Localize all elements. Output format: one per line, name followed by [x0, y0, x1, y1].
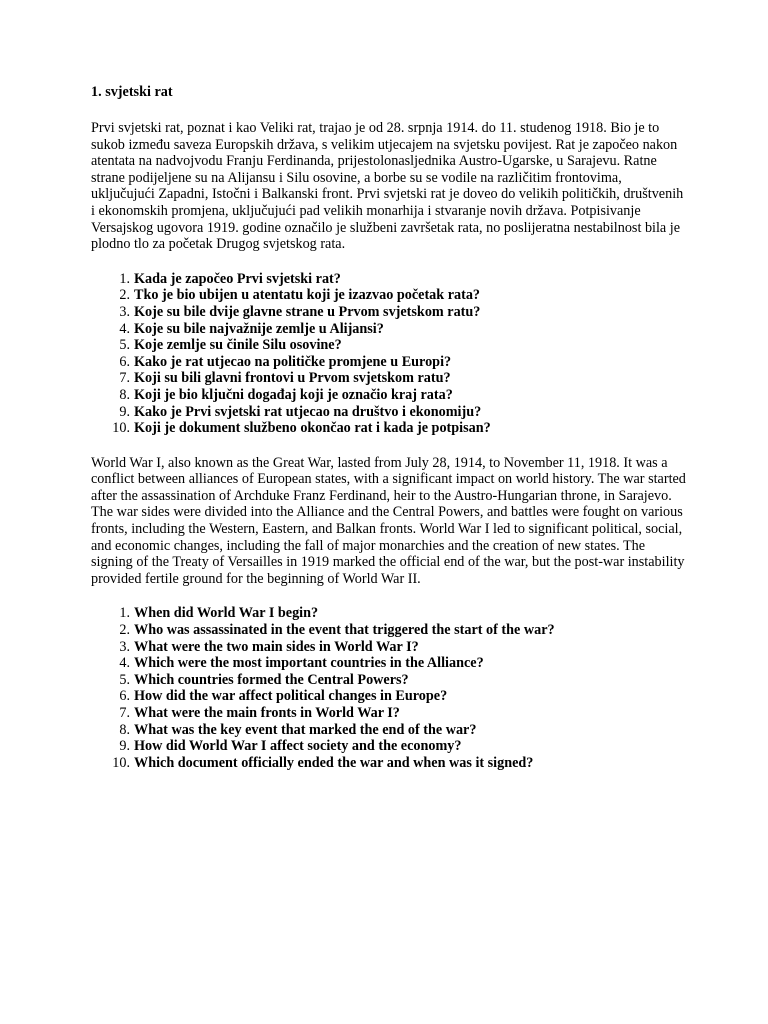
question-text: Kako je rat utjecao na političke promjene u Europi?: [134, 353, 452, 370]
question-item: [91, 287, 691, 304]
question-item: [91, 622, 691, 639]
question-number: 1.: [119, 270, 130, 287]
question-number: 9.: [119, 738, 130, 755]
question-number: 7.: [119, 370, 130, 387]
question-text: Koji su bili glavni frontovi u Prvom svjetskom ratu?: [134, 370, 451, 387]
question-number: 5.: [119, 337, 130, 354]
question-list-croatian: [91, 271, 691, 437]
question-item: [91, 639, 691, 656]
question-item: [91, 321, 691, 338]
question-text: Koje su bile najvažnije zemlje u Alijansi?: [134, 320, 384, 337]
question-text: Koji je bio ključni događaj koji je označio kraj rata?: [134, 386, 453, 403]
question-text: Tko je bio ubijen u atentatu koji je izazvao početak rata?: [134, 287, 481, 304]
question-item: [91, 420, 691, 437]
question-text: When did World War I begin?: [134, 605, 319, 622]
question-number: 7.: [119, 705, 130, 721]
question-number: 10.: [112, 754, 130, 771]
question-item: [91, 271, 691, 288]
question-text: Koje zemlje su činile Silu osovine?: [134, 337, 342, 354]
question-number: 3.: [119, 638, 130, 655]
question-text: Which were the most important countries in the Alliance?: [134, 655, 484, 672]
question-text: What was the key event that marked the end of the war?: [134, 721, 477, 738]
question-text: Kako je Prvi svjetski rat utjecao na društvo i ekonomiju?: [134, 403, 482, 420]
question-number: 6.: [119, 688, 130, 705]
paragraph-english: World War I, also known as the Great War, lasted from July 28, 1914, to November 11, 1918. It was a conflict between alliances of European states, with a significant impact on world history. The war started after the assassination of Archduke Franz Ferdinand, heir to the Austro-Hungarian throne, in Sarajevo. The war sides were divided into the Alliance and the Central Powers, and battles were fought on various fronts, including the Western, Eastern, and Balkan fronts. World War I led to significant political, social, and economic changes, including the fall of major monarchies and the creation of new states. The signing of the Treaty of Versailles in 1919 marked the official end of the war, but the post-war instability provided fertile ground for the beginning of World War II.: [91, 454, 686, 587]
question-item: [91, 404, 691, 421]
question-number: 8.: [119, 721, 130, 738]
question-item: [91, 655, 691, 672]
question-item: [91, 387, 691, 404]
question-number: 1.: [119, 605, 130, 622]
question-text: Kada je započeo Prvi svjetski rat?: [134, 270, 341, 287]
question-number: 9.: [119, 403, 130, 420]
question-text: Which document officially ended the war and when was it signed?: [134, 754, 534, 771]
question-text: How did the war affect political changes in Europe?: [134, 688, 448, 705]
question-number: 2.: [119, 287, 130, 304]
question-number: 10.: [112, 420, 130, 437]
document-page: [91, 84, 691, 789]
question-number: 3.: [119, 303, 130, 320]
question-item: [91, 722, 691, 739]
question-item: [91, 370, 691, 387]
question-text: Who was assassinated in the event that triggered the start of the war?: [134, 622, 555, 639]
question-number: 8.: [119, 386, 130, 403]
question-item: [91, 304, 691, 321]
question-item: [91, 337, 691, 354]
question-number: 5.: [119, 671, 130, 688]
document-title: 1. svjetski rat: [91, 84, 173, 100]
question-item: [91, 738, 691, 755]
question-number: 6.: [119, 353, 130, 370]
paragraph-croatian: Prvi svjetski rat, poznat i kao Veliki rat, trajao je od 28. srpnja 1914. do 11. studenog 1918. Bio je to sukob između saveza Europskih država, s velikim utjecajem na svjetsku povijest. Rat je započeo nakon atentata na nadvojvodu Franju Ferdinanda, prijestolonasljednika Austro-Ugarske, u Sarajevu. Ratne strane podijeljene su na Alijansu i Silu osovine, a borbe su se vodile na različitim frontovima, uključujući Zapadni, Istočni i Balkanski front. Prvi svjetski rat je doveo do velikih političkih, društvenih i ekonomskih promjena, uključujući pad velikih monarhija i stvaranje novih država. Potpisivanje Versajskog ugovora 1919. godine označilo je službeni završetak rata, no poslijeratna nestabilnost bila je plodno tlo za početak Drugog svjetskog rata.: [91, 120, 684, 253]
question-text: Koji je dokument službeno okončao rat i kada je potpisan?: [134, 420, 491, 437]
question-item: [91, 705, 691, 722]
question-text: What were the two main sides in World War I?: [134, 638, 419, 655]
question-text: Which countries formed the Central Powers?: [134, 671, 409, 688]
question-list-english: [91, 605, 691, 771]
question-item: [91, 755, 691, 772]
question-number: 2.: [119, 622, 130, 639]
question-item: [91, 688, 691, 705]
question-text: Koje su bile dvije glavne strane u Prvom svjetskom ratu?: [134, 303, 481, 320]
question-text: How did World War I affect society and the economy?: [134, 738, 462, 755]
question-item: [91, 605, 691, 622]
question-item: [91, 354, 691, 371]
question-number: 4.: [119, 655, 130, 672]
question-item: [91, 672, 691, 689]
question-text: What were the main fronts in World War I?: [134, 705, 400, 721]
question-number: 4.: [119, 320, 130, 337]
